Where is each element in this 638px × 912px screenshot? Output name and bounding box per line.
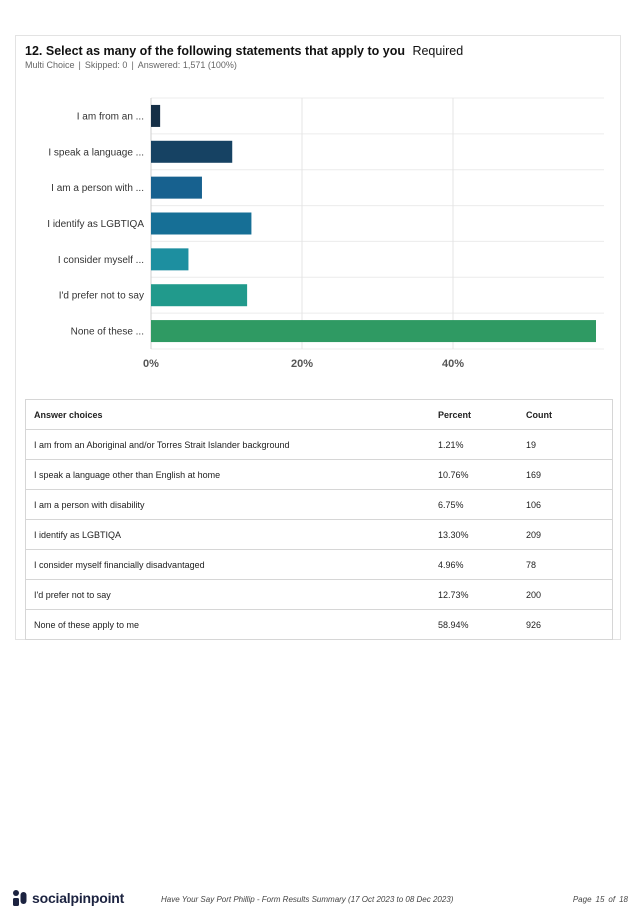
answers-table [25,399,613,640]
header-answer-choices: Answer choices [34,409,103,420]
required-label: Required [412,44,464,58]
table-row [26,609,612,639]
question-text: Select as many of the following statements that apply to you [45,44,405,58]
brand-name: socialpinpoint [32,890,125,906]
category-label: I am a person with ... [51,183,144,195]
question-number: 12. [25,44,43,58]
brand-logo [13,890,124,906]
category-label: I'd prefer not to say [58,290,144,302]
question-meta: Multi Choice | Skipped: 0 | Answered: 1,571 (100%) [25,60,237,70]
count-cell: 78 [526,559,537,570]
question-type: Multi Choice [25,60,75,70]
answer-cell: I consider myself financially disadvantaged [34,559,205,570]
category-label: I am from an ... [76,111,144,123]
category-label: I consider myself ... [57,254,144,266]
x-tick-label: 20% [290,358,314,370]
percent-cell: 58.94% [438,619,469,630]
category-label: I identify as LGBTIQA [47,219,144,230]
table-row [26,489,612,519]
total-pages: 18 [619,895,628,904]
table-row [26,519,612,549]
socialpinpoint-logo-icon [13,890,27,906]
bar-chart [16,36,622,386]
table-row [26,579,612,609]
percent-cell: 13.30% [438,529,469,540]
answer-cell: I speak a language other than English at home [34,469,221,480]
x-tick-label: 40% [441,358,465,370]
percent-cell: 6.75% [438,499,464,510]
percent-cell: 1.21% [438,439,464,450]
report-title: Have Your Say Port Phillip - Form Results Summary (17 Oct 2023 to 08 Dec 2023) [161,895,454,904]
answer-cell: I am a person with disability [34,499,145,510]
bar [151,213,251,235]
count-cell: 200 [526,589,542,600]
percent-cell: 10.76% [438,469,469,480]
bar [151,177,202,199]
table-header-row [26,400,612,429]
page-number [571,895,630,904]
bar [151,284,247,306]
header-percent: Percent [438,409,472,420]
answered-label: Answered: [137,60,181,70]
count-cell: 926 [526,619,542,630]
count-cell: 209 [526,529,542,540]
answer-cell: I identify as LGBTIQA [34,529,122,540]
skipped-count: 0 [122,60,128,70]
current-page: 15 [595,895,605,904]
x-tick-label: 0% [143,358,159,370]
category-label: None of these ... [70,326,144,338]
percent-cell: 12.73% [438,589,469,600]
page-footer [0,888,638,912]
table-row [26,549,612,579]
count-cell: 169 [526,469,542,480]
answered-count: 1,571 (100%) [182,60,237,70]
header-count: Count [526,409,552,420]
bar [151,105,160,127]
bar [151,248,188,270]
question-card [15,35,621,640]
skipped-label: Skipped: [84,60,120,70]
of-label: of [608,895,616,904]
answer-cell: I'd prefer not to say [34,589,111,600]
table-row [26,429,612,459]
percent-cell: 4.96% [438,559,464,570]
bar [151,141,232,163]
count-cell: 19 [526,439,537,450]
bar [151,320,596,342]
answer-cell: I am from an Aboriginal and/or Torres Strait Islander background [34,439,290,450]
answer-cell: None of these apply to me [34,619,140,630]
count-cell: 106 [526,499,542,510]
table-row [26,459,612,489]
category-label: I speak a language ... [48,147,144,159]
page-label: Page [572,895,592,904]
